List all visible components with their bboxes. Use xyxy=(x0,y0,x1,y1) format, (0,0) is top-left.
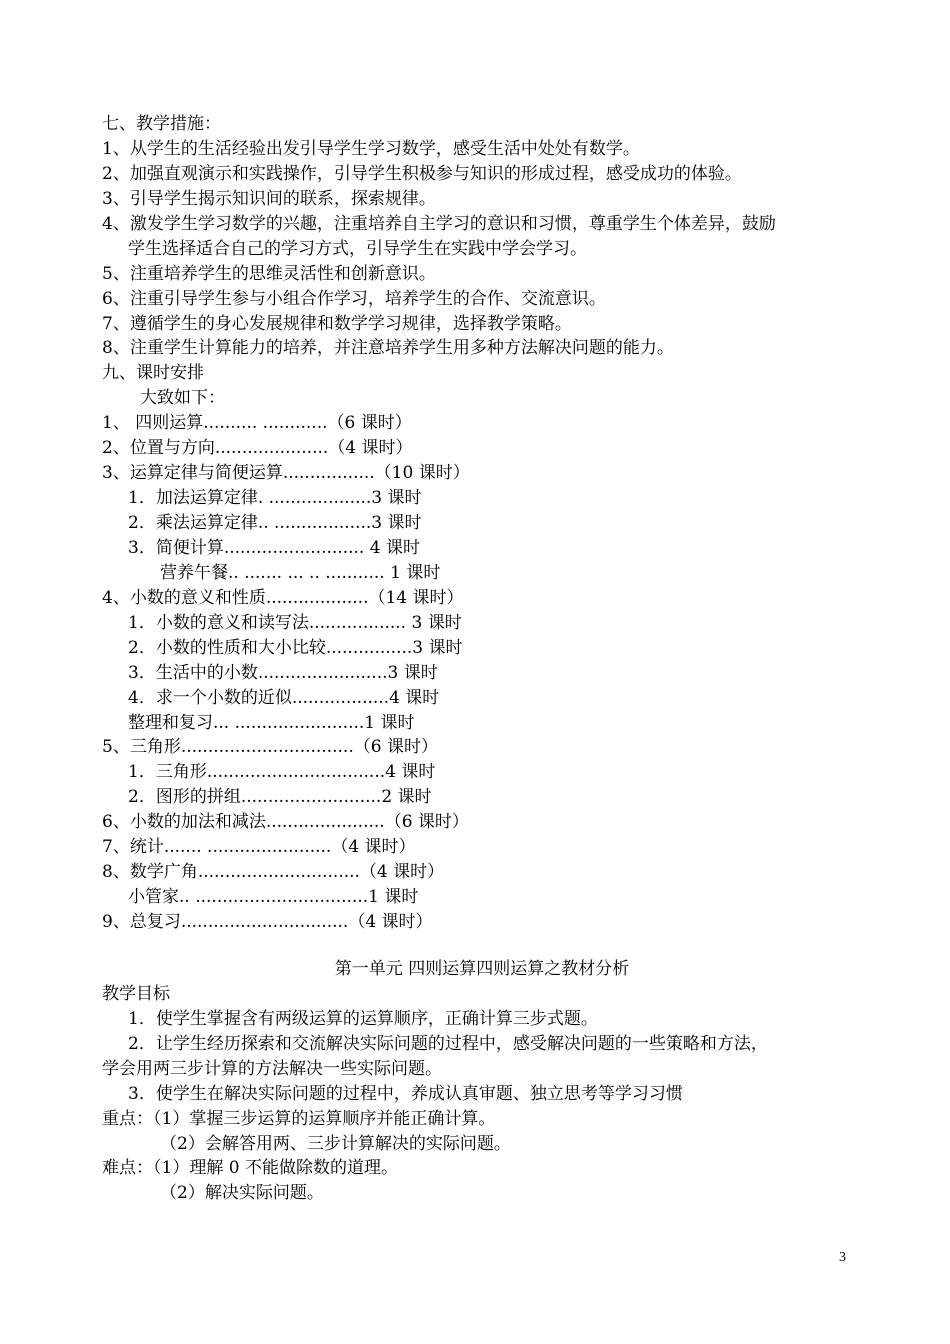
key-point: 重点：（1）掌握三步运算的运算顺序并能正确计算。 xyxy=(102,1108,496,1129)
schedule-subline: 3．简便计算.......................... 4 课时 xyxy=(128,537,420,558)
measure-item-8: 8、注重学生计算能力的培养，并注意培养学生用多种方法解决问题的能力。 xyxy=(102,338,674,359)
schedule-subline: 1．小数的意义和读写法.................. 3 课时 xyxy=(128,612,462,633)
schedule-line: 5、三角形................................（6 课时） xyxy=(102,737,438,758)
schedule-subline: 4．求一个小数的近似..................4 课时 xyxy=(128,687,440,708)
schedule-line: 3、运算定律与简便运算.................（10 课时） xyxy=(102,463,470,484)
schedule-subline: 1．加法运算定律. ...................3 课时 xyxy=(128,488,422,509)
measure-item-4-continued: 学生选择适合自己的学习方式，引导学生在实践中学会学习。 xyxy=(128,238,587,259)
key-point: （2）会解答用两、三步计算解决的实际问题。 xyxy=(160,1133,511,1154)
measure-item-5: 5、注重培养学生的思维灵活性和创新意识。 xyxy=(102,263,436,284)
schedule-line: 9、总复习...............................（4 课时） xyxy=(102,912,433,932)
unit-title: 第一单元 四则运算四则运算之教材分析 xyxy=(334,958,630,979)
schedule-subline: 2．乘法运算定律.. ..................3 课时 xyxy=(128,513,422,533)
schedule-line: 1、 四则运算.......... ............（6 课时） xyxy=(102,413,412,434)
measures-heading: 七、教学措施： xyxy=(102,114,221,134)
goal-item-continued: 学会用两三步计算的方法解决一些实际问题。 xyxy=(102,1058,442,1079)
schedule-subline: 营养午餐.. ....... ... .. ........... 1 课时 xyxy=(160,562,441,583)
measure-item-1: 1、从学生的生活经验出发引导学生学习数学，感受生活中处处有数学。 xyxy=(102,138,640,159)
schedule-line: 7、统计....... .......................（4 课时） xyxy=(102,837,416,858)
schedule-subline: 小管家.. ................................1 课时 xyxy=(128,887,419,908)
measure-item-6: 6、注重引导学生参与小组合作学习，培养学生的合作、交流意识。 xyxy=(102,288,606,309)
schedule-subline: 3．生活中的小数........................3 课时 xyxy=(128,662,438,683)
goal-item: 2．让学生经历探索和交流解决实际问题的过程中，感受解决问题的一些策略和方法， xyxy=(128,1033,768,1054)
schedule-line: 8、数学广角..............................（4 课时） xyxy=(102,862,445,883)
schedule-intro: 大致如下： xyxy=(140,388,225,409)
measure-item-3: 3、引导学生揭示知识间的联系，探索规律。 xyxy=(102,188,436,209)
schedule-heading: 九、课时安排 xyxy=(102,363,204,384)
measure-item-7: 7、遵循学生的身心发展规律和数学学习规律，选择教学策略。 xyxy=(102,313,572,334)
measure-item-4: 4、激发学生学习数学的兴趣，注重培养自主学习的意识和习惯，尊重学生个体差异，鼓励 xyxy=(102,213,776,234)
section-gap xyxy=(102,935,862,957)
schedule-subline: 整理和复习... ........................1 课时 xyxy=(128,712,415,733)
schedule-line: 4、小数的意义和性质...................（14 课时） xyxy=(102,587,464,608)
page-number: 3 xyxy=(839,1250,846,1265)
schedule-subline: 2．图形的拼组..........................2 课时 xyxy=(128,787,432,808)
difficulty: （2）解决实际问题。 xyxy=(160,1183,324,1204)
measure-item-2: 2、加强直观演示和实践操作，引导学生积极参与知识的形成过程，感受成功的体验。 xyxy=(102,163,742,184)
goal-item: 1．使学生掌握含有两级运算的运算顺序，正确计算三步式题。 xyxy=(128,1008,598,1029)
schedule-line: 2、位置与方向.....................（4 课时） xyxy=(102,438,413,459)
goal-item: 3．使学生在解决实际问题的过程中，养成认真审题、独立思考等学习习惯 xyxy=(128,1083,683,1104)
page-content xyxy=(102,112,862,1206)
schedule-subline: 2．小数的性质和大小比较................3 课时 xyxy=(128,637,463,658)
difficulty: 难点：（1）理解 0 不能做除数的道理。 xyxy=(102,1158,398,1179)
schedule-line: 6、小数的加法和减法......................（6 课时） xyxy=(102,812,469,833)
goals-heading: 教学目标 xyxy=(102,983,170,1004)
schedule-subline: 1．三角形.................................4 课时 xyxy=(128,762,436,783)
